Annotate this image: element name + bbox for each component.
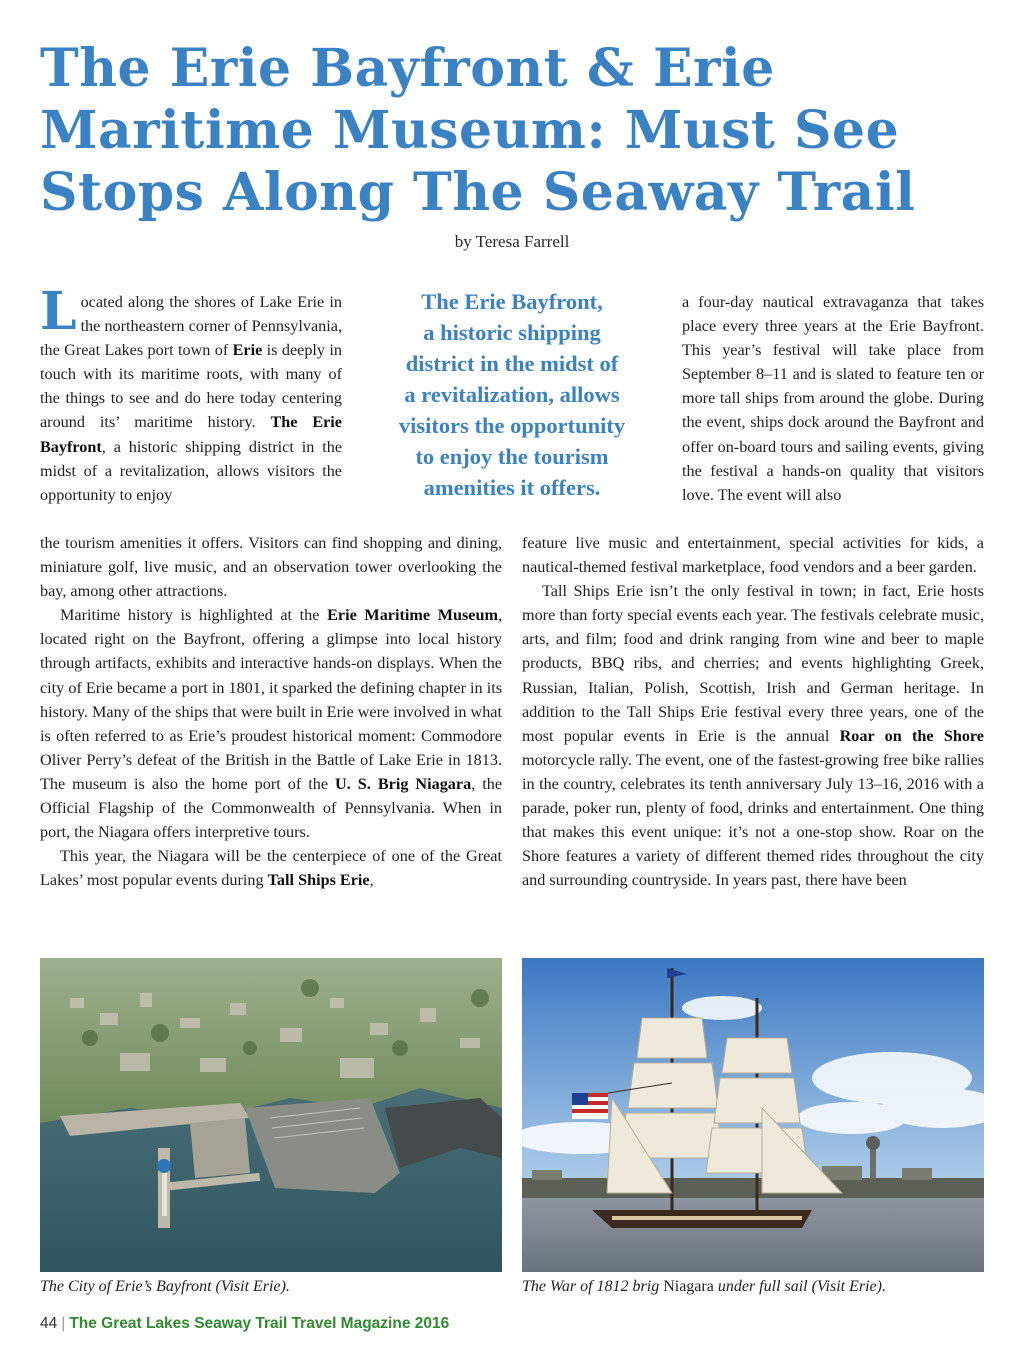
right-column-main bbox=[522, 531, 984, 892]
bold-roar-on-the-shore: Roar on the Shore bbox=[839, 726, 984, 745]
footer-separator: | bbox=[61, 1315, 66, 1332]
paragraph-intro bbox=[40, 281, 342, 507]
title-line: The Erie Bayfront & Erie bbox=[40, 38, 775, 99]
pull-quote bbox=[368, 286, 656, 503]
text-run: This year, the Niagara will be the centerpiece of one of the Great Lakes’ most popular events during bbox=[40, 847, 502, 890]
text-run: , a historic shipping district in the midst of a revitalization, allows visitors the opportunity to enjoy bbox=[40, 437, 342, 504]
text-run: Tall Ships Erie isn’t the only festival in town; in fact, Erie hosts more than forty special events each year. The festivals celebrate music, arts, and film; food and drink ranging from wine and beer to maple products, BBQ ribs, and cherries; and events highlighting Greek, Russian, Italian, Polish, Scottish, Irish and German heritage. In addition to the Tall Ships Erie festival every three years, one of the most popular events in Erie is the annual bbox=[522, 582, 984, 745]
page-number: 44 bbox=[40, 1315, 58, 1332]
drop-cap: L bbox=[40, 281, 77, 342]
paragraph-events bbox=[522, 579, 984, 892]
paragraph-museum bbox=[40, 603, 502, 844]
bold-bayfront: The Erie Bayfront bbox=[40, 413, 342, 456]
text-run: , the Official Flagship of the Commonwealth of Pennsylvania. When in port, the Niagara offers interpretive tours. bbox=[40, 774, 503, 842]
bold-brig-niagara: U. S. Brig Niagara bbox=[335, 774, 472, 793]
bayfront-aerial-photo bbox=[40, 958, 502, 1272]
text-run: ocated along the shores of Lake Erie in the northeastern corner of Pennsylvania, the Great Lakes port town of bbox=[40, 293, 342, 360]
pull-quote-line: a historic shipping bbox=[423, 320, 601, 345]
page-footer bbox=[40, 1315, 449, 1333]
text-run: motorcycle rally. The event, one of the fastest-growing free bike rallies in the country, celebrates its tenth anniversary July 13–16, 2016 with a parade, poker run, plenty of food, drinks and entertainment. One thing that makes this event unique: it’s not a one-stop show. Roar on the Shore features a variety of different themed rides throughout the city and surrounding countryside. In years past, there have been bbox=[522, 750, 984, 890]
text-run: , bbox=[369, 871, 374, 890]
niagara-ship-photo bbox=[522, 958, 984, 1272]
bold-museum: Erie Maritime Museum bbox=[327, 606, 498, 625]
article-title bbox=[40, 38, 990, 224]
paragraph-intro-continued: the tourism amenities it offers. Visitors can find shopping and dining, miniature golf, live music, and an observation tower overlooking the bay, among other attractions. bbox=[40, 534, 502, 601]
text-run: is deeply in touch with its maritime roots, with many of the things to see and do here today centering around its’ maritime history. bbox=[40, 341, 342, 432]
paragraph-festival-continued: feature live music and entertainment, special activities for kids, a nautical-themed festival marketplace, food vendors and a beer garden. bbox=[522, 534, 984, 577]
text-run: , located right on the Bayfront, offering a glimpse into local history through artifacts, exhibits and interactive hands-on displays. When the city of Erie became a port in 1801, it sparked the defining chapter in its history. Many of the ships that were built in Erie were involved in what is often referred to as Erie’s proudest historical moment: Commodore Oliver Perry’s defeat of the British in the Battle of Lake Erie in 1813. The museum is also the home port of the bbox=[40, 606, 502, 793]
caption-text: The War of 1812 brig bbox=[522, 1278, 664, 1295]
niagara-photo-caption bbox=[522, 1278, 886, 1296]
bold-tall-ships: Tall Ships Erie bbox=[267, 871, 370, 890]
left-column-main bbox=[40, 531, 502, 892]
byline: by Teresa Farrell bbox=[454, 232, 570, 251]
bold-erie: Erie bbox=[232, 341, 263, 360]
left-column-top bbox=[40, 281, 342, 507]
pull-quote-line: to enjoy the tourism bbox=[415, 444, 609, 469]
pull-quote-line: a revitalization, allows bbox=[404, 382, 620, 407]
caption-text: under full sail (Visit Erie). bbox=[713, 1278, 886, 1295]
paragraph-festival: a four-day nautical extravaganza that takes place every three years at the Erie Bayfront. This year’s festival will take place from September 8–11 and is slated to feature ten or more tall ships from around the globe. During the event, ships dock around the Bayfront and offer on-board tours and sailing events, giving the festival a hands-on quality that visitors love. The event will also bbox=[682, 293, 984, 504]
pull-quote-line: visitors the opportunity bbox=[398, 413, 626, 438]
title-line: Maritime Museum: Must See bbox=[40, 100, 900, 161]
caption-ship-name: Niagara bbox=[663, 1278, 714, 1295]
pull-quote-line: The Erie Bayfront, bbox=[421, 289, 603, 314]
bayfront-photo-caption: The City of Erie’s Bayfront (Visit Erie). bbox=[40, 1278, 290, 1295]
pull-quote-line: amenities it offers. bbox=[423, 475, 601, 500]
paragraph-niagara bbox=[40, 844, 502, 892]
pull-quote-line: district in the midst of bbox=[405, 351, 619, 376]
title-line: Stops Along The Seaway Trail bbox=[40, 162, 916, 223]
magazine-title: The Great Lakes Seaway Trail Travel Magazine 2016 bbox=[69, 1315, 450, 1332]
right-column-top bbox=[682, 290, 984, 507]
text-run: Maritime history is highlighted at the bbox=[60, 606, 328, 625]
